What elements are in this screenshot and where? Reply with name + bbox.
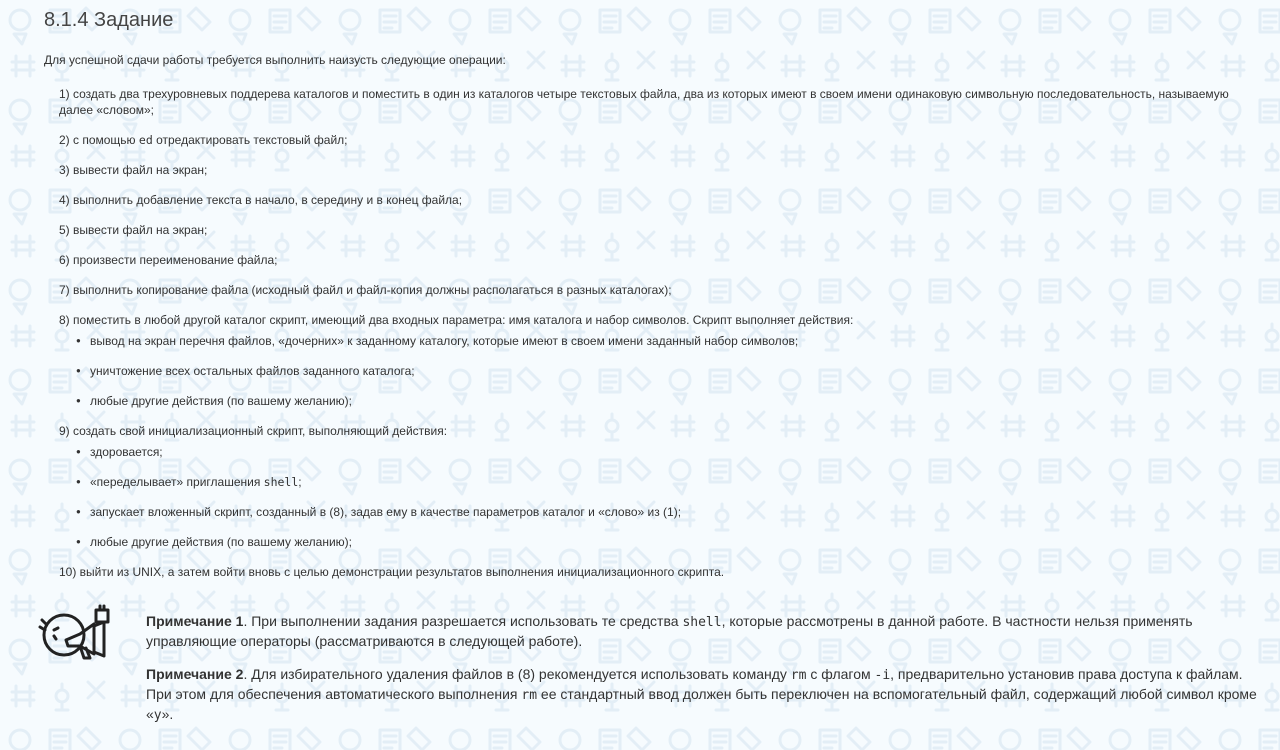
task-item-9 — [59, 423, 1239, 550]
subtask-item: ● уничтожение всех остальных файлов заданного каталога; — [76, 363, 1239, 379]
inline-code: ed — [138, 133, 153, 147]
task-item-8 — [59, 312, 1239, 409]
subtask-item: ● любые другие действия (по вашему желанию); — [76, 393, 1239, 409]
task-text: 9) создать свой инициализационный скрипт, выполняющий действия: — [59, 424, 448, 438]
task-item-5: 5) вывести файл на экран; — [59, 223, 208, 237]
subtask-list — [59, 333, 1239, 409]
subtask-text: ; — [298, 475, 302, 489]
note-text: ». — [161, 706, 174, 722]
task-text: отредактировать текстовый файл; — [152, 133, 348, 147]
task-text: 2) с помощью — [59, 133, 139, 147]
task-item-7: 7) выполнить копирование файла (исходный файл и файл-копия должны располагаться в разных каталогах); — [59, 283, 672, 297]
task-item-3: 3) вывести файл на экран; — [59, 163, 208, 177]
inline-code: -i — [874, 668, 891, 683]
subtask-item: ● здоровается; — [76, 444, 1239, 460]
task-list — [59, 86, 1239, 580]
inline-code: rm — [521, 688, 538, 703]
subtask-list — [59, 444, 1239, 550]
notes-block — [146, 612, 1264, 739]
note-text: , предварительно установив права доступа к файлам. При этом для обеспечения автоматического выполнения — [146, 666, 1243, 702]
note-text: , которые рассмотрены в данной работе. В частности нельзя применять управляющие операторы (рассматриваются в следующей работе). — [146, 613, 1193, 649]
inline-code: shell — [682, 615, 722, 630]
inline-code: y — [153, 708, 162, 723]
note-text: . При выполнении задания разрешается использовать те средства — [243, 613, 683, 629]
note-text: с флагом — [806, 666, 875, 682]
note-1 — [146, 612, 1264, 651]
note-label: Примечание 2 — [146, 666, 244, 682]
subtask-item: ● вывод на экран перечня файлов, «дочерних» к заданному каталогу, которые имеют в своем имени заданный набор символов; — [76, 333, 1239, 349]
subtask-text: «переделывает» приглашения — [90, 475, 264, 489]
task-item-6: 6) произвести переименование файла; — [59, 253, 278, 267]
section-title: 8.1.4 Задание — [44, 9, 174, 31]
intro-text: Для успешной сдачи работы требуется выполнить наизусть следующие операции: — [44, 53, 506, 67]
note-2 — [146, 665, 1264, 725]
task-text: 8) поместить в любой другой каталог скрипт, имеющий два входных параметра: имя каталога и набор символов. Скрипт выполняет действия: — [59, 313, 854, 327]
inline-code: shell — [263, 475, 299, 489]
task-item-10: 10) выйти из UNIX, а затем войти вновь с целью демонстрации результатов выполнения инициализационного скрипта. — [59, 565, 725, 579]
megaphone-face-icon — [38, 604, 110, 664]
note-text: . Для избирательного удаления файлов в (8) рекомендуется использовать команду — [243, 666, 791, 682]
subtask-item: ● запускает вложенный скрипт, созданный в (8), задав ему в качестве параметров каталог и «слово» из (1); — [76, 504, 1239, 520]
note-text: ее стандартный ввод должен быть переключен на вспомогательный файл, содержащий любой символ кроме « — [146, 686, 1257, 722]
task-item-4: 4) выполнить добавление текста в начало, в середину и в конец файла; — [59, 193, 463, 207]
subtask-item — [76, 474, 1239, 490]
subtask-item: ● любые другие действия (по вашему желанию); — [76, 534, 1239, 550]
inline-code: rm — [790, 668, 807, 683]
task-item-2 — [59, 132, 1239, 148]
note-label: Примечание 1 — [146, 613, 244, 629]
task-item-1: 1) создать два трехуровневых поддерева каталогов и поместить в один из каталогов четыре текстовых файла, два из которых имеют в своем имени одинаковую символьную последовательность, называемую далее «словом»; — [59, 87, 1229, 117]
